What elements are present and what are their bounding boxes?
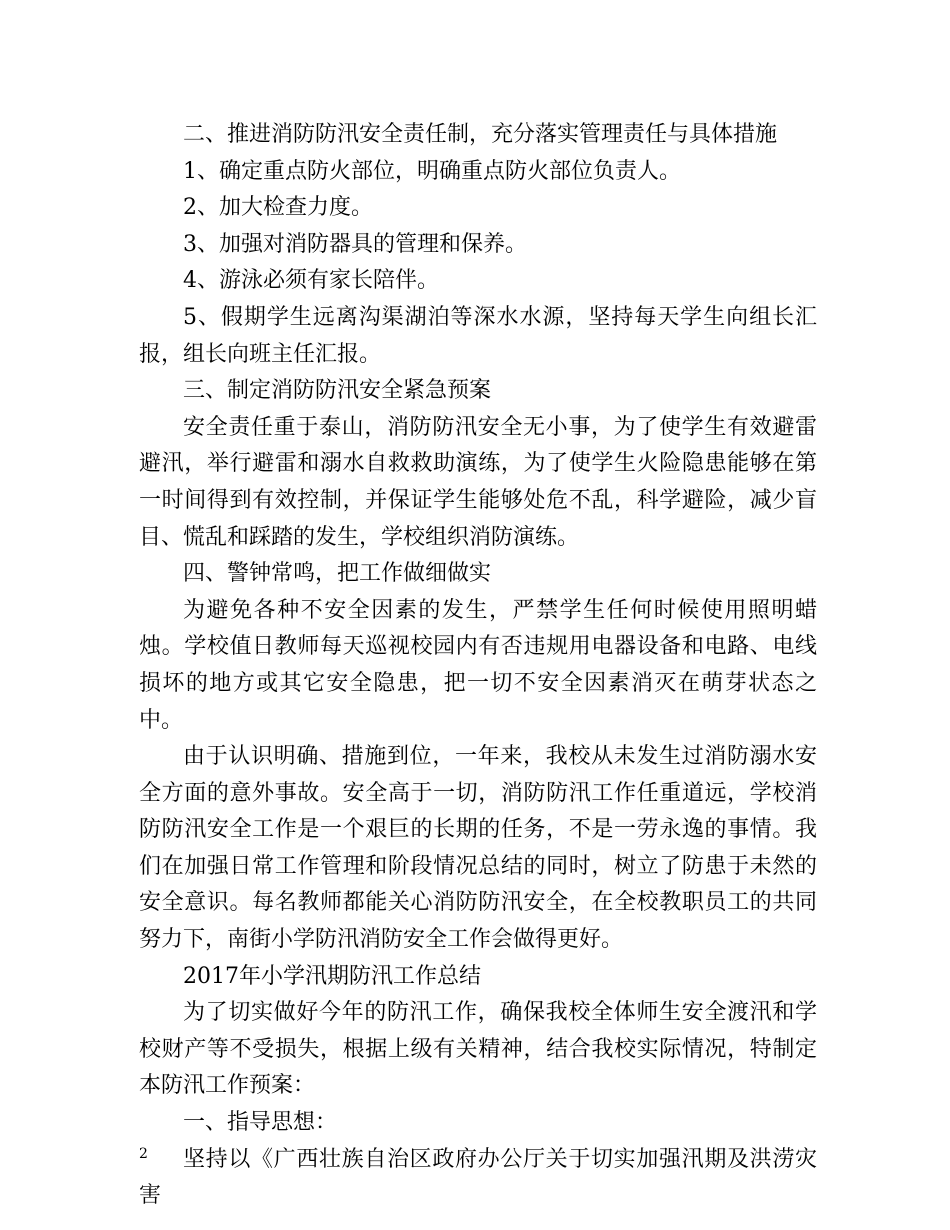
list-item-4: 4、游泳必须有家长陪伴。 <box>183 268 439 294</box>
page-number: 2 <box>139 1146 148 1162</box>
list-item-5: 5、假期学生远离沟渠湖泊等深水水源，坚持每天学生向组长汇报，组长向班主任汇报。 <box>139 304 817 367</box>
section-heading-1: 一、指导思想： <box>183 1110 338 1136</box>
document-body <box>139 117 817 1215</box>
section-heading-3: 三、制定消防防汛安全紧急预案 <box>183 378 492 404</box>
list-item-2: 2、加大检查力度。 <box>183 195 373 221</box>
list-item-3: 3、加强对消防器具的管理和保养。 <box>183 231 527 257</box>
body-paragraph: 坚持以《广西壮族自治区政府办公厅关于切实加强汛期及洪涝灾害 <box>139 1146 817 1209</box>
body-paragraph: 安全责任重于泰山，消防防汛安全无小事，为了使学生有效避雷避汛，举行避雷和溺水自救救助演练，为了使学生火险隐患能够在第一时间得到有效控制，并保证学生能够处危不乱，科学避险，减少盲目、慌乱和踩踏的发生，学校组织消防演练。 <box>139 414 817 550</box>
body-paragraph: 为了切实做好今年的防汛工作，确保我校全体师生安全渡汛和学校财产等不受损失，根据上级有关精神，结合我校实际情况，特制定本防汛工作预案： <box>139 1000 817 1099</box>
list-item-1: 1、确定重点防火部位，明确重点防火部位负责人。 <box>183 158 681 184</box>
document-title: 2017年小学汛期防汛工作总结 <box>183 963 481 989</box>
section-heading-4: 四、警钟常鸣，把工作做细做实 <box>183 561 492 587</box>
body-paragraph: 为避免各种不安全因素的发生，严禁学生任何时候使用照明蜡烛。学校值日教师每天巡视校园内有否违规用电器设备和电路、电线损坏的地方或其它安全隐患，把一切不安全因素消灭在萌芽状态之中。 <box>139 597 817 733</box>
section-heading-2: 二、推进消防防汛安全责任制，充分落实管理责任与具体措施 <box>183 122 778 147</box>
body-paragraph: 由于认识明确、措施到位，一年来，我校从未发生过消防溺水安全方面的意外事故。安全高于一切，消防防汛工作任重道远，学校消防防汛安全工作是一个艰巨的长期的任务，不是一劳永逸的事情。我们在加强日常工作管理和阶段情况总结的同时，树立了防患于未然的安全意识。每名教师都能关心消防防汛安全，在全校教职员工的共同努力下，南街小学防汛消防安全工作会做得更好。 <box>139 744 817 953</box>
